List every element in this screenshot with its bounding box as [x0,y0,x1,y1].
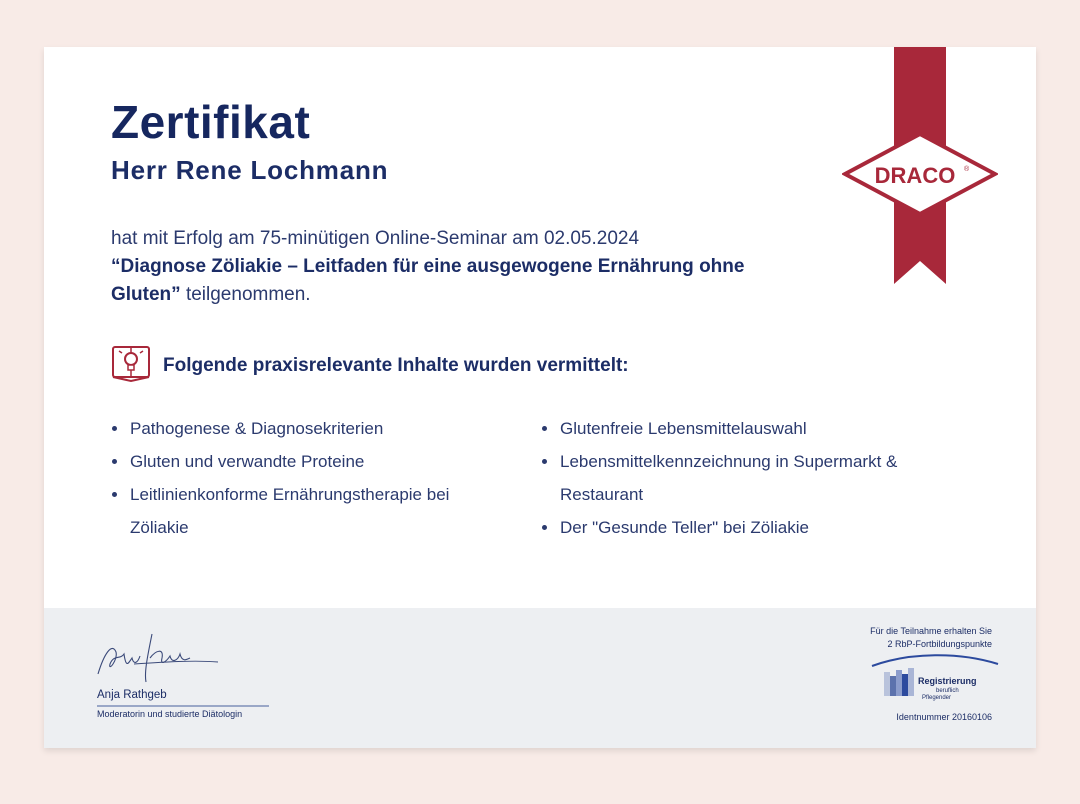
recipient-name: Herr Rene Lochmann [111,155,389,185]
handwritten-signature [94,624,224,688]
reg-logo-text-2: beruflich [936,688,959,694]
list-item: Lebensmittelkennzeichnung in Supermarkt & Restaurant [542,445,942,511]
list-item: Glutenfreie Lebensmittelauswahl [542,412,942,445]
reg-logo-text-3: Pflegender [922,695,952,701]
registration-logo [870,654,1000,706]
list-item: Pathogenese & Diagnosekriterien [112,412,502,445]
ident-number: Identnummer 20160106 [896,712,992,722]
signature-line [97,705,269,707]
certificate-card [44,47,1036,748]
list-item: Leitlinienkonforme Ernährungstherapie bei Zöliakie [112,478,502,544]
lightbulb-book-icon [110,345,152,383]
points-line-2: 2 RbP-Fortbildungspunkte [887,639,992,649]
content-list-left [112,412,502,544]
content-list-right [542,412,942,544]
signer-name: Anja Rathgeb [97,689,167,701]
certificate-statement [111,225,751,309]
intro-line: hat mit Erfolg am 75-minütigen Online-Seminar am 02.05.2024 [111,228,640,249]
points-line-1: Für die Teilnahme erhalten Sie [870,626,992,636]
list-item: Der "Gesunde Teller" bei Zöliakie [542,511,942,544]
certificate-footer [44,608,1036,748]
draco-logo [842,131,998,217]
certificate-title: Zertifikat [111,96,311,148]
content-heading: Folgende praxisrelevante Inhalte wurden vermittelt: [163,355,629,376]
closing-text: teilgenommen. [180,284,311,305]
list-item: Gluten und verwandte Proteine [112,445,502,478]
signer-role: Moderatorin und studierte Diätologin [97,709,243,719]
seminar-title: “Diagnose Zöliakie – Leitfaden für eine ausgewogene Ernährung ohne Gluten” [111,256,745,305]
logo-registered-mark: ® [964,166,970,173]
reg-logo-text-1: Registrierung [918,676,977,686]
points-notice [870,625,992,651]
logo-brand-text: DRACO [874,163,956,188]
